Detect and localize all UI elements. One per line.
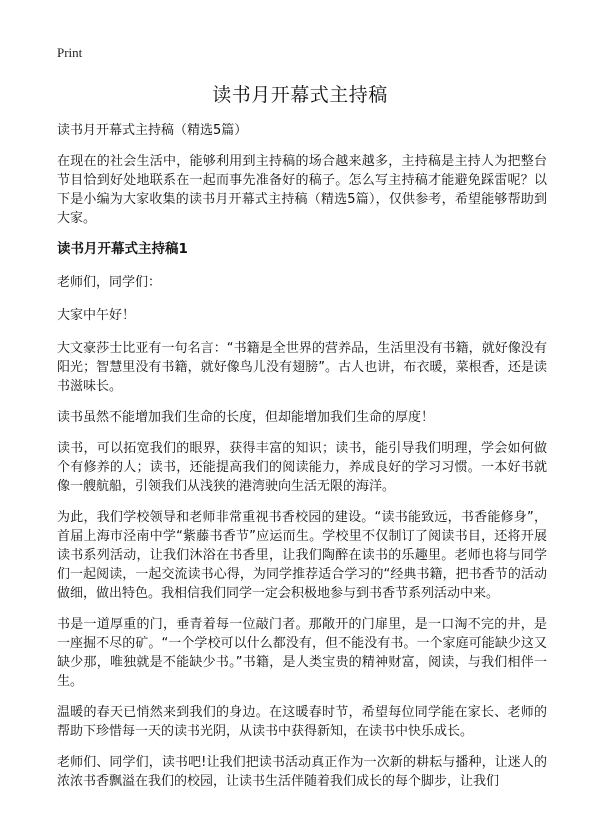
intro-paragraph: 在现在的社会生活中，能够利用到主持稿的场合越来越多，主持稿是主持人为把整台节目恰到好处地联系在一起而事先准备好的稿子。怎么写主持稿才能避免踩雷呢？以下是小编为大家收集的读书月开幕式主持稿（精选5篇），仅供参考，希望能够帮助到大家。: [57, 154, 547, 226]
paragraph: 老师们，同学们：: [57, 275, 162, 290]
paragraph: 大家中午好！: [57, 308, 136, 323]
print-link[interactable]: Print: [57, 45, 83, 60]
paragraph: 温暖的春天已悄然来到我们的身边。在这暖春时节，希望每位同学能在家长、老师的帮助下珍惜每一天的读书光阴，从读书中获得新知，在读书中快乐成长。: [57, 705, 547, 739]
section-heading: 读书月开幕式主持稿1: [57, 241, 188, 257]
document-body: [57, 121, 547, 803]
paragraph: 大文豪莎士比亚有一句名言：“书籍是全世界的营养品，生活里没有书籍，就好像没有阳光；智慧里没有书籍，就好像鸟儿没有翅膀”。古人也讲，布衣暖，菜根香，还是读书滋味长。: [57, 341, 547, 394]
paragraph: 老师们、同学们，读书吧!让我们把读书活动真正作为一次新的耕耘与播种，让迷人的浓浓书香飘溢在我们的校园，让读书生活伴随着我们成长的每个脚步，让我们: [57, 755, 547, 789]
paragraph: 书是一道厚重的门，垂青着每一位敲门者。那敞开的门扉里，是一口淘不完的井，是一座掘不尽的矿。“一个学校可以什么都没有，但不能没有书。一个家庭可能缺少这又缺少那，唯独就是不能缺少书。”书籍，是人类宝贵的精神财富，阅读，与我们相伴一生。: [57, 617, 547, 689]
paragraph: 为此，我们学校领导和老师非常重视书香校园的建设。“读书能致远，书香能修身”，首届上海市泾南中学“紫藤书香节”应运而生。学校里不仅制订了阅读书目，还将开展读书系列活动，让我们沐浴在书香里，让我们陶醉在读书的乐趣里。老师也将与同学们一起阅读，一起交流读书心得，为同学推荐适合学习的“经典书籍，把书香节的活动做细，做出特色。我相信我们同学一定会积极地参与到书香节系列活动中来。: [57, 510, 547, 601]
document-title: 读书月开幕式主持稿: [212, 84, 388, 106]
paragraph: 读书虽然不能增加我们生命的长度，但却能增加我们生命的厚度！: [57, 410, 435, 425]
paragraph: 读书，可以拓宽我们的眼界，获得丰富的知识；读书，能引导我们明理，学会如何做个有修养的人；读书，还能提高我们的阅读能力，养成良好的学习习惯。一本好书就像一艘航船，引领我们从浅狭的港湾驶向生活无限的海洋。: [57, 441, 547, 494]
document-subtitle: 读书月开幕式主持稿（精选5篇）: [57, 123, 248, 138]
